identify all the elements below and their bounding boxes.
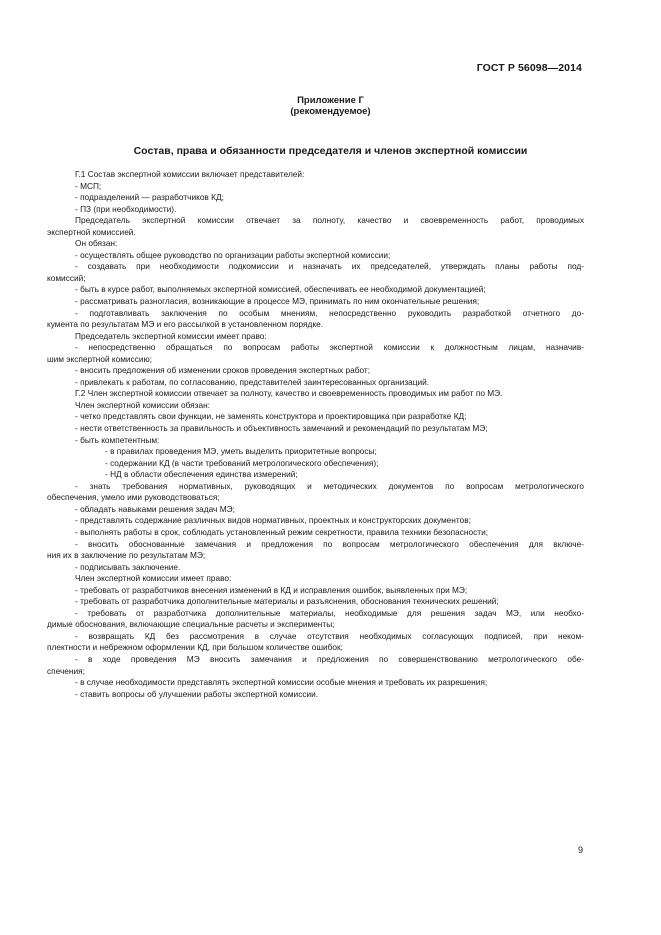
standard-designation: ГОСТ Р 56098—2014 <box>476 62 582 74</box>
text-line: - подразделений — разработчиков КД; <box>75 192 224 203</box>
text-line: - обладать навыками решения задач МЭ; <box>75 503 235 514</box>
text-line: экспертной комиссией. <box>47 226 136 237</box>
text-line: - выполнять работы в срок, соблюдать установленный режим секретности, правила техники безопасности; <box>75 526 489 537</box>
text-line: - в ходе проведения МЭ вносить замечания и предложения по совершенствованию метрологического обе- <box>75 653 584 664</box>
document-title: Состав, права и обязанности председателя и членов экспертной комиссии <box>133 145 528 157</box>
text-line: комиссий; <box>47 272 86 283</box>
text-line: - быть в курсе работ, выполняемых экспертной комиссией, обеспечивать ее необходимой документацией; <box>75 284 486 295</box>
text-line: - вносить предложения об изменении сроков проведения экспертных работ; <box>75 365 371 376</box>
text-line: - ставить вопросы об улучшении работы экспертной комиссии. <box>75 688 319 699</box>
text-line: - возвращать КД без рассмотрения в случае отсутствия необходимых согласующих подписей, при неком- <box>75 630 584 641</box>
text-line: спечения; <box>47 665 85 676</box>
text-line: - ПЗ (при необходимости). <box>75 203 177 214</box>
text-line: - НД в области обеспечения единства измерений; <box>105 469 298 480</box>
text-line: - требовать от разработчиков внесения изменений в КД и исправления ошибок, выявленных при МЭ; <box>75 584 468 595</box>
document-body <box>47 169 584 700</box>
text-line: - представлять содержание различных видов нормативных, проектных и конструкторских документов; <box>75 515 471 526</box>
text-line: - требовать от разработчика дополнительные материалы и разъяснения, обоснования технических решений; <box>75 596 499 607</box>
appendix-title: Приложение Г <box>297 95 364 106</box>
text-line: - нести ответственность за правильность и объективность замечаний и рекомендаций по результатам МЭ; <box>75 423 488 434</box>
text-line: - создавать при необходимости подкомиссии и назначать их председателей, утверждать планы работы под- <box>75 261 584 272</box>
text-line: - содержании КД (в части требований метрологического обеспечения); <box>105 457 379 468</box>
text-line: Член экспертной комиссии обязан: <box>75 399 210 410</box>
text-line: плектности и небрежном оформлении КД, при большом количестве ошибок; <box>47 642 343 653</box>
text-line: - вносить обоснованные замечания и предложения по вопросам метрологического обеспечения для включе- <box>75 538 584 549</box>
text-line: - знать требования нормативных, руководящих и методических документов по вопросам метрологического <box>75 480 584 491</box>
text-line: Председатель экспертной комиссии имеет право: <box>75 330 267 341</box>
text-line: - привлекать к работам, по согласованию, представителей заинтересованных организаций. <box>75 376 430 387</box>
text-line: Председатель экспертной комиссии отвечает за полноту, качество и своевременность работ, проводимых <box>75 215 584 226</box>
text-line: - требовать от разработчика дополнительные материалы, необходимые для решения задач МЭ, или необхо- <box>75 607 584 618</box>
text-line: - подготавливать заключения по особым мнениям, непосредственно руководить разработкой отчетного до- <box>75 307 584 318</box>
text-line: - в случае необходимости представлять экспертной комиссии особые мнения и требовать их разрешения; <box>75 677 488 688</box>
text-line: димые обоснования, включающие специальные расчеты и эксперименты; <box>47 619 335 630</box>
text-line: шим экспертной комиссию; <box>47 353 153 364</box>
text-line: Он обязан: <box>75 238 118 249</box>
text-line: - непосредственно обращаться по вопросам работы экспертной комиссии к должностным лицам, назначив- <box>75 342 584 353</box>
text-line: - осуществлять общее руководство по организации работы экспертной комиссии; <box>75 249 391 260</box>
text-line: Г.2 Член экспертной комиссии отвечает за полноту, качество и своевременность проводимых им работ по МЭ. <box>75 388 503 399</box>
text-line: обеспечения, умело ими руководствоваться; <box>47 492 220 503</box>
text-line: - рассматривать разногласия, возникающие в процессе МЭ, принимать по ним окончательные решения; <box>75 296 480 307</box>
text-line: ния их в заключение по результатам МЭ; <box>47 550 206 561</box>
text-line: Г.1 Состав экспертной комиссии включает представителей: <box>75 169 305 179</box>
text-line: - МСП; <box>75 180 102 191</box>
appendix-subtitle: (рекомендуемое) <box>290 106 371 117</box>
text-line: - четко представлять свои функции, не заменять конструктора и проектировщика при разработке КД; <box>75 411 467 422</box>
text-line: - в правилах проведения МЭ, уметь выделить приоритетные вопросы; <box>105 446 377 457</box>
text-line: Член экспертной комиссии имеет право: <box>75 573 232 584</box>
text-line: - подписывать заключение. <box>75 561 181 572</box>
text-line: - быть компетентным: <box>75 434 160 445</box>
page-number: 9 <box>577 845 583 855</box>
text-line: кумента по результатам МЭ и его рассылкой в установленном порядке. <box>47 319 324 330</box>
